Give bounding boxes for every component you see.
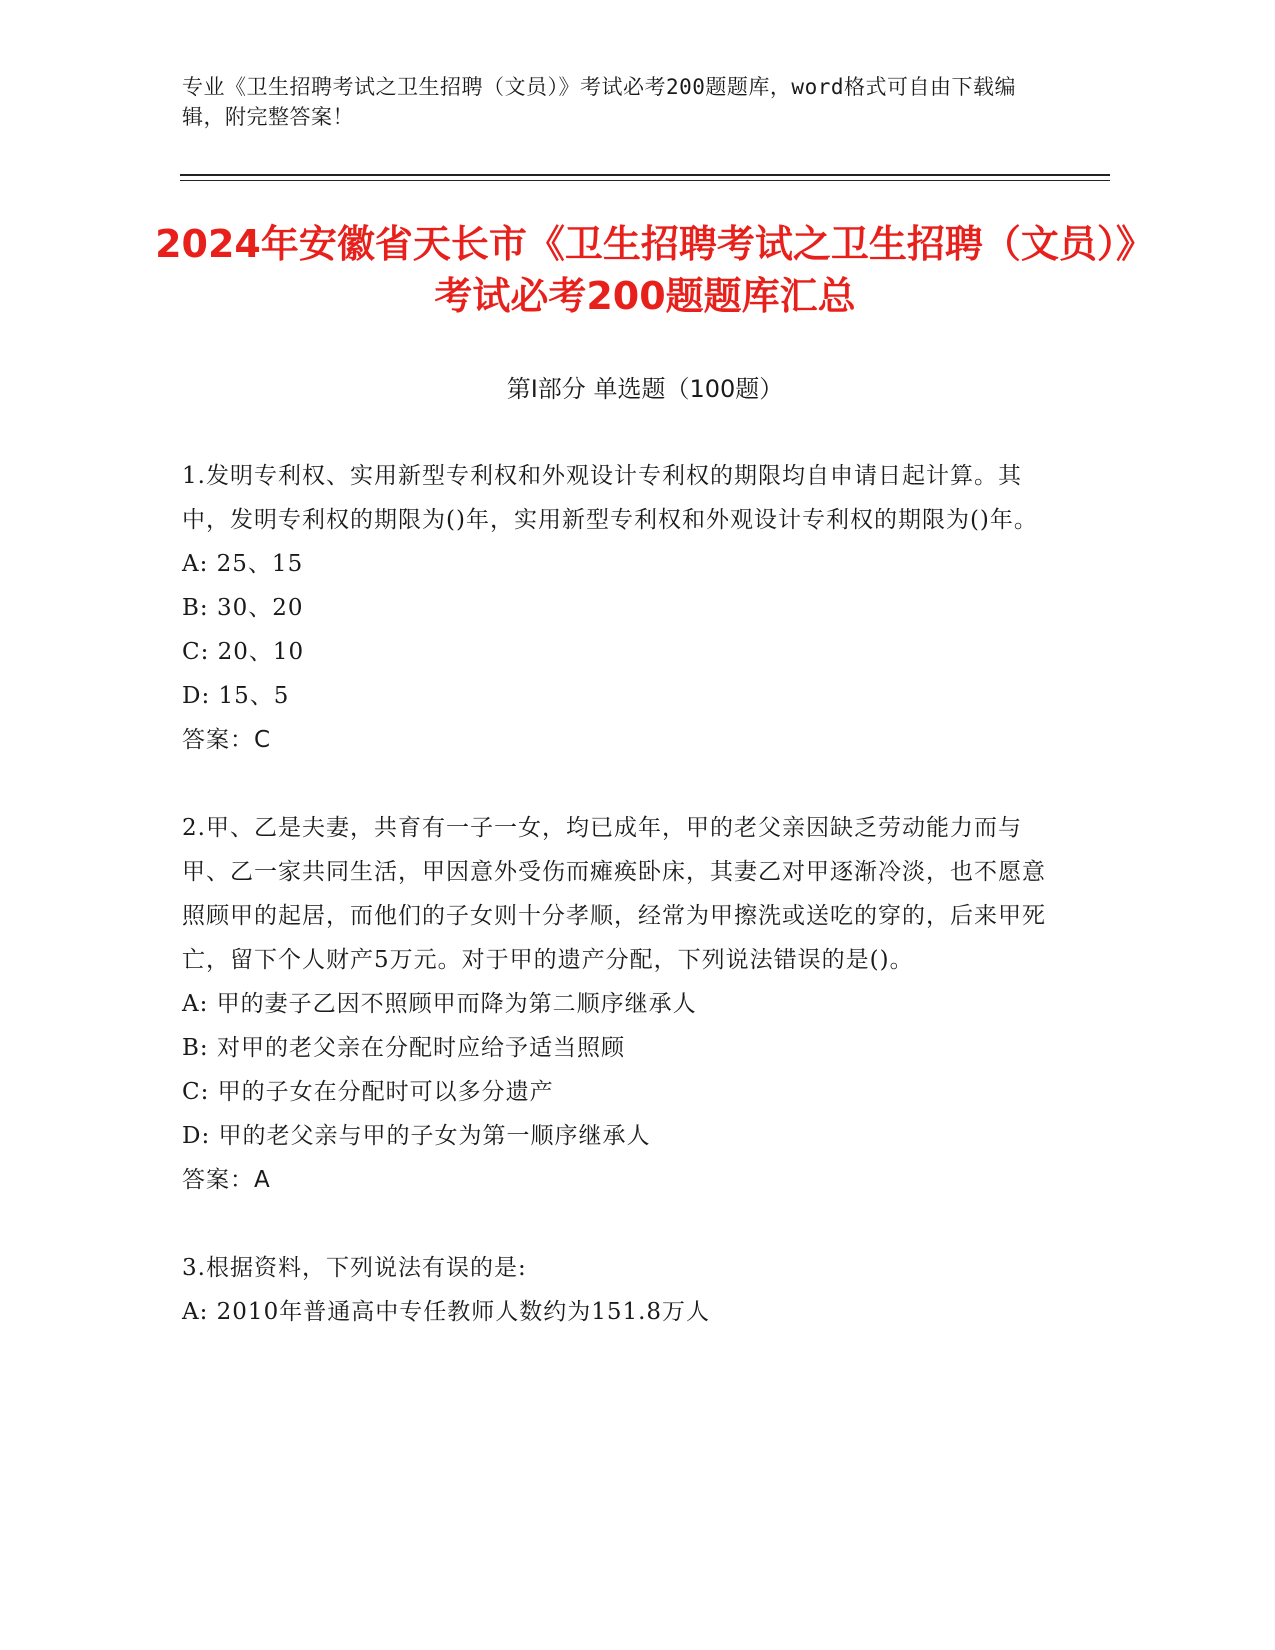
- question-text: 2.甲、乙是夫妻，共育有一子一女，均已成年，甲的老父亲因缺乏劳动能力而与甲、乙一家共同生活，甲因意外受伤而瘫痪卧床，其妻乙对甲逐渐冷淡，也不愿意照顾甲的起居，而他们的子女则十分孝顺，经常为甲擦洗或送吃的穿的，后来甲死亡，留下个人财产5万元。对于甲的遗产分配，下列说法错误的是()。: [182, 815, 1046, 973]
- document-title: 2024年安徽省天长市《卫生招聘考试之卫生招聘（文员）》考试必考200题题库汇总: [155, 222, 1135, 318]
- question-text: 3.根据资料，下列说法有误的是:: [182, 1255, 527, 1281]
- header-note: 专业《卫生招聘考试之卫生招聘（文员）》考试必考200题题库，word格式可自由下载编辑，附完整答案！: [182, 75, 1016, 129]
- option-d: D: 甲的老父亲与甲的子女为第一顺序继承人: [182, 1123, 651, 1149]
- option-a: A: 甲的妻子乙因不照顾甲而降为第二顺序继承人: [182, 991, 697, 1017]
- header-divider-thin: [180, 180, 1110, 181]
- question-item: [182, 806, 1062, 1202]
- option-c: C: 20、10: [182, 639, 305, 665]
- question-item: [182, 454, 1062, 762]
- answer-text: 答案：A: [182, 1167, 271, 1193]
- section-title: 第I部分 单选题（100题）: [506, 375, 784, 403]
- answer-text: 答案：C: [182, 727, 272, 753]
- option-c: C: 甲的子女在分配时可以多分遗产: [182, 1079, 554, 1105]
- option-d: D: 15、5: [182, 683, 290, 709]
- option-a: A: 2010年普通高中专任教师人数约为151.8万人: [182, 1299, 711, 1325]
- header-divider-thick: [180, 174, 1110, 176]
- option-b: B: 30、20: [182, 595, 304, 621]
- question-list: [182, 454, 1062, 1378]
- option-a: A: 25、15: [182, 551, 304, 577]
- question-text: 1.发明专利权、实用新型专利权和外观设计专利权的期限均自申请日起计算。其中，发明专利权的期限为()年，实用新型专利权和外观设计专利权的期限为()年。: [182, 463, 1038, 533]
- question-item: [182, 1246, 1062, 1334]
- option-b: B: 对甲的老父亲在分配时应给予适当照顾: [182, 1035, 625, 1061]
